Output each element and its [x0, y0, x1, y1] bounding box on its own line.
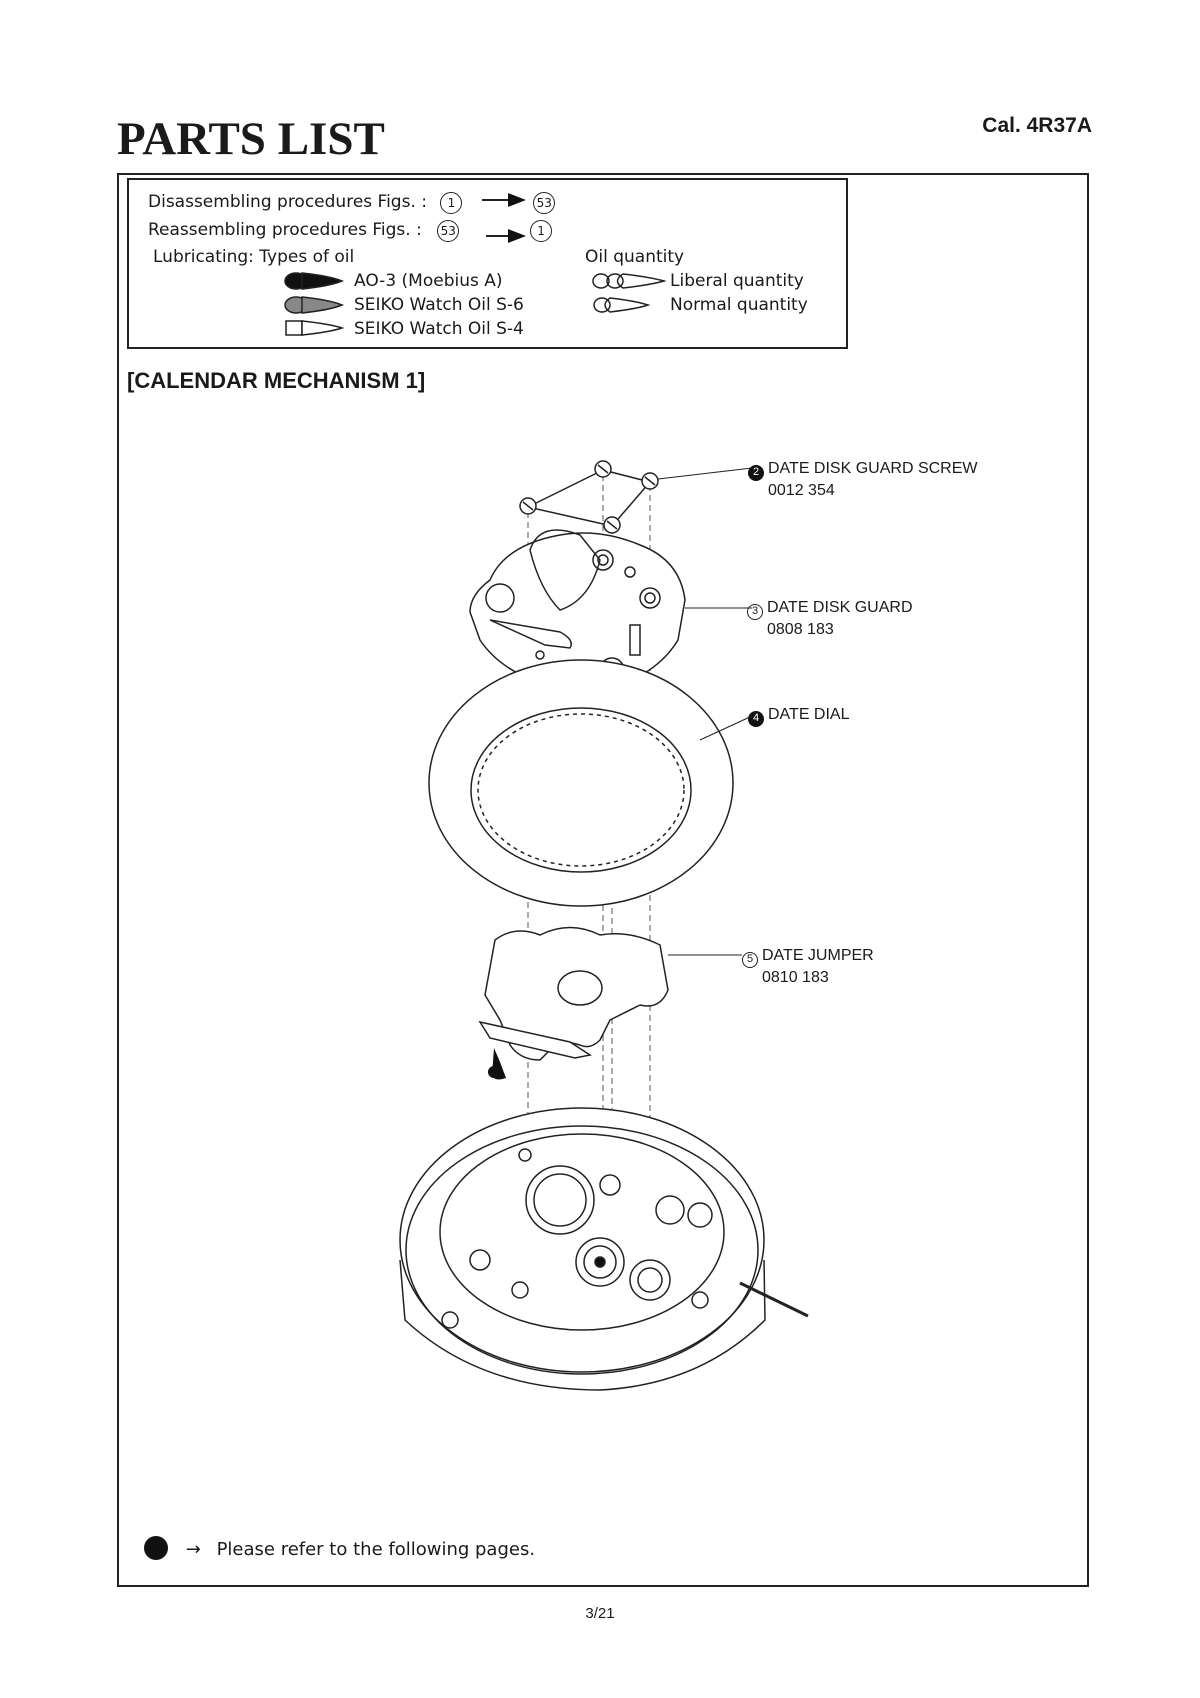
reassembling-label: Reassembling procedures Figs. : — [148, 220, 422, 240]
part-name: DATE JUMPER — [762, 947, 874, 964]
fig-to-circle: 1 — [530, 220, 552, 242]
oil-s4-symbol-icon — [286, 321, 342, 335]
oil-type-ao3: AO-3 (Moebius A) — [354, 271, 503, 291]
date-dial-ring — [429, 660, 733, 906]
date-jumper-part — [480, 928, 668, 1080]
lubricating-label: Lubricating: Types of oil — [153, 247, 355, 267]
part-name: DATE DISK GUARD — [767, 599, 913, 616]
oil-ao3-symbol-icon — [285, 273, 342, 289]
normal-quantity-symbol-icon — [594, 298, 648, 312]
part-code: 0810 183 — [762, 968, 829, 986]
part-number-badge: 3 — [747, 604, 763, 620]
part-number-badge: 2 — [748, 465, 764, 481]
part-name: DATE DISK GUARD SCREW — [768, 460, 978, 477]
legend-arrow-disassembling-icon — [482, 193, 526, 207]
oil-type-s4: SEIKO Watch Oil S-4 — [354, 319, 524, 339]
fig-from-circle: 1 — [440, 192, 462, 214]
leader-line-2 — [658, 468, 752, 479]
part-code: 0808 183 — [767, 620, 834, 638]
part-number-badge: 4 — [748, 711, 764, 727]
page-title: PARTS LIST — [117, 113, 385, 165]
legend-arrow-reassembling-icon — [486, 229, 526, 243]
oil-type-s6: SEIKO Watch Oil S-6 — [354, 295, 524, 315]
quantity-liberal: Liberal quantity — [670, 271, 804, 291]
watch-movement — [400, 1108, 808, 1390]
part-name: DATE DIAL — [768, 706, 850, 723]
arrow-icon: → — [185, 1539, 201, 1560]
oil-quantity-label: Oil quantity — [585, 247, 685, 267]
page-number: 3/21 — [585, 1605, 615, 1622]
footnote-text: Please refer to the following pages. — [216, 1539, 536, 1560]
part-number-badge: 5 — [742, 952, 758, 968]
section-title: [CALENDAR MECHANISM 1] — [127, 368, 426, 393]
fig-to-circle: 53 — [533, 192, 555, 214]
oil-s6-symbol-icon — [285, 297, 342, 313]
part-code: 0012 354 — [768, 481, 835, 499]
quantity-normal: Normal quantity — [670, 295, 808, 315]
fig-from-circle: 53 — [437, 220, 459, 242]
liberal-quantity-symbol-icon — [593, 274, 664, 288]
disassembling-label: Disassembling procedures Figs. : — [148, 192, 427, 212]
date-disk-guard-screws — [520, 461, 658, 533]
caliber-label: Cal. 4R37A — [982, 114, 1092, 137]
